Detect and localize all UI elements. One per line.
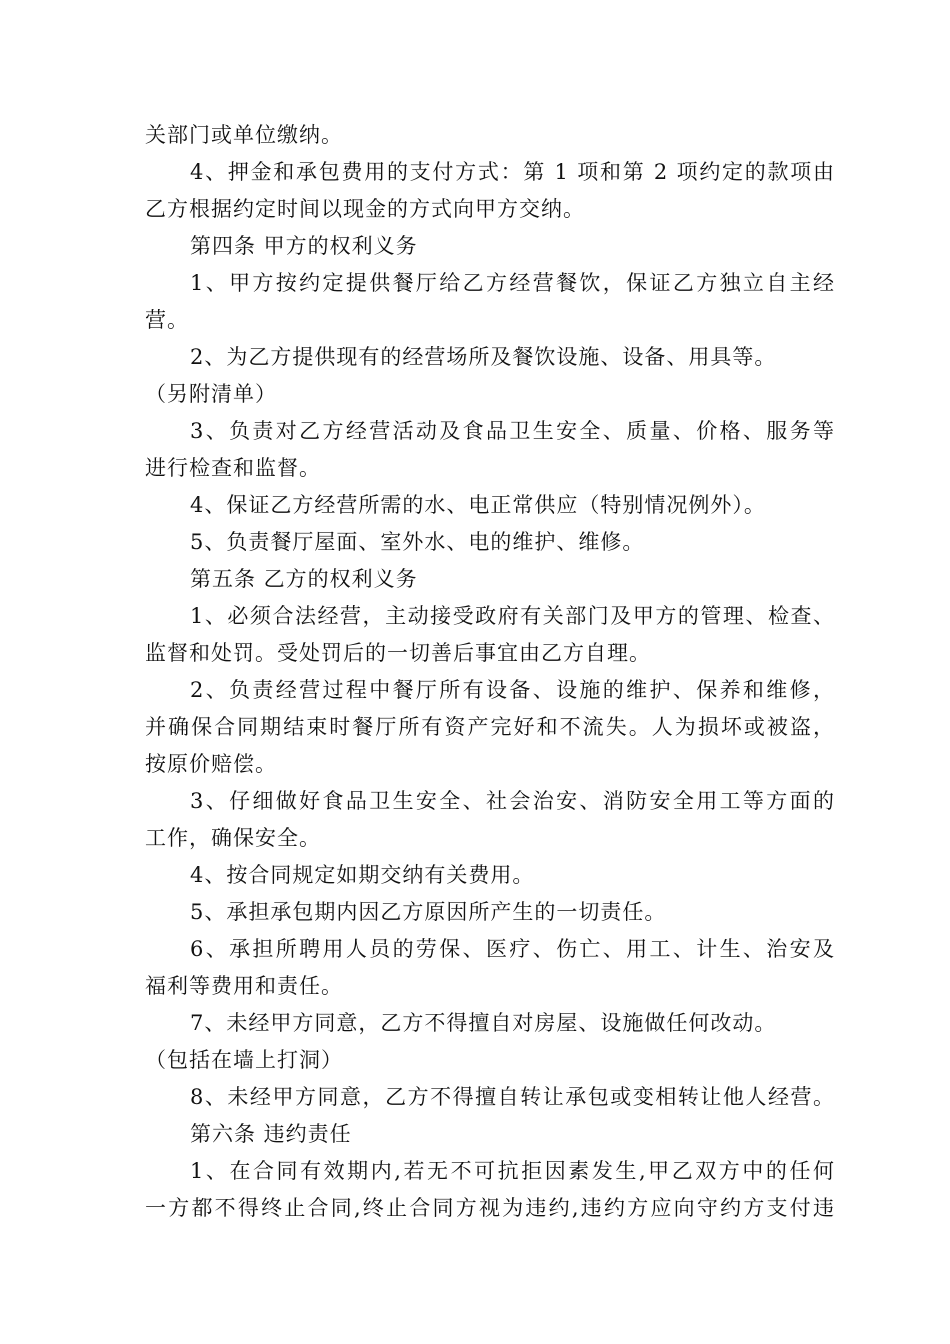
text-line: （包括在墙上打洞） <box>145 1048 343 1072</box>
text-line: 按原价赔偿。 <box>145 752 277 776</box>
text-line: 1、甲方按约定提供餐厅给乙方经营餐饮，保证乙方独立自主经 <box>190 271 835 295</box>
section-heading: 第四条 甲方的权利义务 <box>190 234 418 258</box>
text-line: 6、承担所聘用人员的劳保、医疗、伤亡、用工、计生、治安及 <box>190 937 835 961</box>
text-line: 4、保证乙方经营所需的水、电正常供应（特别情况例外）。 <box>190 493 766 517</box>
text-line: 并确保合同期结束时餐厅所有资产完好和不流失。人为损坏或被盗， <box>145 715 835 739</box>
text-line: 乙方根据约定时间以现金的方式向甲方交纳。 <box>145 197 585 221</box>
text-line: 进行检查和监督。 <box>145 456 321 480</box>
text-line: 4、押金和承包费用的支付方式：第 1 项和第 2 项约定的款项由 <box>190 160 835 184</box>
text-line: 8、未经甲方同意，乙方不得擅自转让承包或变相转让他人经营。 <box>190 1085 835 1109</box>
text-line: 营。 <box>145 308 189 332</box>
text-line: 5、承担承包期内因乙方原因所产生的一切责任。 <box>190 900 667 924</box>
section-heading: 第六条 违约责任 <box>190 1122 352 1146</box>
text-line: 4、按合同规定如期交纳有关费用。 <box>190 863 535 887</box>
text-line: 关部门或单位缴纳。 <box>145 123 343 147</box>
text-line: 监督和处罚。受处罚后的一切善后事宜由乙方自理。 <box>145 641 651 665</box>
text-line: 3、仔细做好食品卫生安全、社会治安、消防安全用工等方面的 <box>190 789 835 813</box>
text-line: 福利等费用和责任。 <box>145 974 343 998</box>
text-line: （另附清单） <box>145 382 277 406</box>
text-line: 5、负责餐厅屋面、室外水、电的维护、维修。 <box>190 530 645 554</box>
text-line: 一方都不得终止合同,终止合同方视为违约,违约方应向守约方支付违 <box>145 1196 835 1220</box>
text-line: 3、负责对乙方经营活动及食品卫生安全、质量、价格、服务等 <box>190 419 835 443</box>
text-line: 1、在合同有效期内,若无不可抗拒因素发生,甲乙双方中的任何 <box>190 1159 835 1183</box>
text-line: 1、必须合法经营，主动接受政府有关部门及甲方的管理、检查、 <box>190 604 835 628</box>
text-line: 7、未经甲方同意，乙方不得擅自对房屋、设施做任何改动。 <box>190 1011 777 1035</box>
text-line: 工作，确保安全。 <box>145 826 321 850</box>
section-heading: 第五条 乙方的权利义务 <box>190 567 418 591</box>
text-line: 2、负责经营过程中餐厅所有设备、设施的维护、保养和维修， <box>190 678 835 702</box>
text-line: 2、为乙方提供现有的经营场所及餐饮设施、设备、用具等。 <box>190 345 777 369</box>
